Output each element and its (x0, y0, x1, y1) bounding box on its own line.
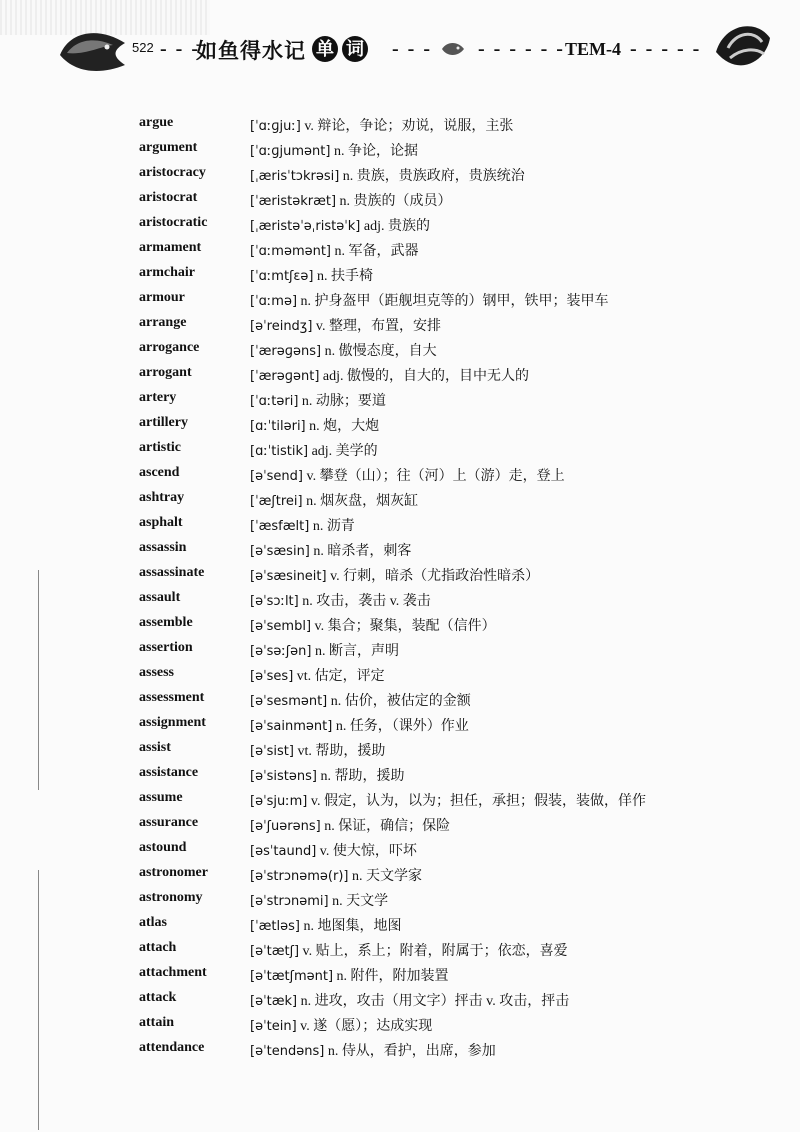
corner-fish-icon (712, 18, 772, 78)
meaning: adj. 傲慢的，自大的，目中无人的 (322, 369, 530, 384)
meaning: n. 攻击，袭击 v. 袭击 (302, 594, 431, 609)
page-header (0, 0, 800, 95)
list-item (0, 1040, 800, 1064)
definition (250, 665, 385, 685)
list-item (0, 765, 800, 789)
meaning: n. 保证，确信；保险 (324, 819, 451, 834)
pronunciation: [əˈsæsineit] (250, 569, 327, 584)
headword: assume (139, 790, 183, 805)
definition (250, 790, 646, 810)
meaning: v. 攀登（山）；往（河）上（游）走，登上 (306, 469, 565, 484)
list-item (0, 715, 800, 739)
definition (250, 390, 386, 410)
definition (250, 640, 399, 660)
meaning: n. 暗杀者，刺客 (313, 544, 412, 559)
exam-label: TEM-4 (565, 39, 621, 59)
list-item (0, 590, 800, 614)
definition (250, 715, 469, 735)
pronunciation: [ˈɑːɡjumənt] (250, 144, 331, 159)
definition (250, 215, 430, 235)
pronunciation: [ˈæsfælt] (250, 519, 310, 534)
title-badge: 单 (312, 36, 338, 62)
list-item (0, 690, 800, 714)
headword: ascend (139, 465, 180, 480)
headword: attain (139, 1015, 174, 1030)
definition (250, 515, 355, 535)
definition (250, 990, 569, 1010)
pronunciation: [ˈærəɡənt] (250, 369, 320, 384)
definition (250, 265, 373, 285)
pronunciation: [əˈses] (250, 669, 294, 684)
header-dash: - - - - - (630, 38, 702, 60)
pronunciation: [ˈɑːmə] (250, 294, 298, 309)
pronunciation: [əsˈtaund] (250, 844, 317, 859)
headword: assist (139, 740, 171, 755)
definition (250, 590, 431, 610)
pronunciation: [əˈsjuːm] (250, 794, 308, 809)
meaning: n. 烟灰盘，烟灰缸 (306, 494, 419, 509)
definition (250, 115, 513, 135)
definition (250, 840, 417, 860)
pronunciation: [ˌæristəˈəˌristəˈk] (250, 219, 361, 234)
pronunciation: [əˈstrɔnəmə(r)] (250, 869, 349, 884)
header-dash: - - - - - - (478, 38, 565, 60)
list-item (0, 915, 800, 939)
header-dash: - - - (160, 38, 200, 60)
list-item (0, 940, 800, 964)
headword: assignment (139, 715, 206, 730)
definition (250, 340, 437, 360)
meaning: n. 扶手椅 (317, 269, 374, 284)
definition (250, 290, 609, 310)
headword: assistance (139, 765, 199, 780)
definition (250, 465, 565, 485)
definition (250, 615, 496, 635)
list-item (0, 265, 800, 289)
pronunciation: [əˈtætʃmənt] (250, 969, 334, 984)
definition (250, 690, 471, 710)
definition (250, 965, 449, 985)
meaning: n. 天文学 (332, 894, 389, 909)
page-number: 522 (132, 40, 154, 55)
list-item (0, 490, 800, 514)
list-item (0, 790, 800, 814)
list-item (0, 440, 800, 464)
headword: ashtray (139, 490, 185, 505)
pronunciation: [ˈɑːɡjuː] (250, 119, 301, 134)
definition (250, 165, 525, 185)
meaning: v. 使大惊，吓坏 (319, 844, 417, 859)
headword: atlas (139, 915, 167, 930)
meaning: v. 集合；聚集，装配（信件） (314, 619, 496, 634)
list-item (0, 315, 800, 339)
headword: aristocratic (139, 215, 208, 230)
definition (250, 1040, 496, 1060)
meaning: v. 贴上，系上；附着，附属于；依恋，喜爱 (302, 944, 568, 959)
headword: astronomer (139, 865, 208, 880)
meaning: n. 争论，论据 (333, 144, 418, 159)
headword: aristocrat (139, 190, 198, 205)
definition (250, 915, 401, 935)
list-item (0, 115, 800, 139)
list-item (0, 540, 800, 564)
headword: attendance (139, 1040, 205, 1055)
list-item (0, 140, 800, 164)
headword: armchair (139, 265, 195, 280)
pronunciation: [əˈtætʃ] (250, 944, 300, 959)
headword: assertion (139, 640, 193, 655)
headword: assessment (139, 690, 205, 705)
meaning: n. 动脉；要道 (301, 394, 386, 409)
headword: attachment (139, 965, 207, 980)
pronunciation: [ˌærisˈtɔkrəsi] (250, 169, 340, 184)
pronunciation: [əˈtendəns] (250, 1044, 325, 1059)
definition (250, 140, 418, 160)
pronunciation: [əˈreindʒ] (250, 319, 313, 334)
headword: arrogance (139, 340, 200, 355)
pronunciation: [əˈsɔːlt] (250, 594, 299, 609)
definition (250, 240, 419, 260)
headword: aristocracy (139, 165, 206, 180)
pronunciation: [əˈtein] (250, 1019, 297, 1034)
definition (250, 815, 450, 835)
list-item (0, 390, 800, 414)
pronunciation: [əˈsist] (250, 744, 294, 759)
list-item (0, 515, 800, 539)
meaning: v. 假定，认为，以为；担任，承担；假装，装做，佯作 (310, 794, 646, 809)
meaning: n. 地图集，地图 (303, 919, 402, 934)
definition (250, 540, 411, 560)
pronunciation: [əˈsesmənt] (250, 694, 328, 709)
meaning: adj. 贵族的 (363, 219, 430, 234)
meaning: n. 护身盔甲（距舰坦克等的）钢甲，铁甲；装甲车 (300, 294, 609, 309)
meaning: n. 帮助，援助 (320, 769, 405, 784)
list-item (0, 340, 800, 364)
definition (250, 1015, 432, 1035)
definition (250, 865, 422, 885)
headword: astound (139, 840, 187, 855)
definition (250, 440, 378, 460)
fish-emblem-icon (55, 25, 130, 80)
pronunciation: [ˈɑːtəri] (250, 394, 299, 409)
list-item (0, 465, 800, 489)
list-item (0, 990, 800, 1014)
header-dash: - - - (392, 38, 432, 60)
pronunciation: [ˈæristəkræt] (250, 194, 337, 209)
pronunciation: [ˈɑːməmənt] (250, 244, 332, 259)
list-item (0, 740, 800, 764)
meaning: n. 任务，（课外）作业 (335, 719, 469, 734)
meaning: n. 侍从，看护，出席，参加 (327, 1044, 496, 1059)
definition (250, 740, 385, 760)
definition (250, 565, 539, 585)
list-item (0, 565, 800, 589)
list-item (0, 840, 800, 864)
meaning: vt. 帮助，援助 (297, 744, 386, 759)
list-item (0, 865, 800, 889)
pronunciation: [əˈsainmənt] (250, 719, 333, 734)
definition (250, 765, 404, 785)
list-item (0, 165, 800, 189)
headword: astronomy (139, 890, 203, 905)
pronunciation: [ɑːˈtistik] (250, 444, 309, 459)
definition (250, 190, 452, 210)
pronunciation: [ˈærəɡəns] (250, 344, 322, 359)
meaning: v. 辩论，争论；劝说，说服，主张 (304, 119, 514, 134)
definition (250, 365, 529, 385)
headword: armour (139, 290, 185, 305)
definition (250, 490, 418, 510)
pronunciation: [ˈɑːmtʃɛə] (250, 269, 314, 284)
headword: armament (139, 240, 202, 255)
meaning: n. 进攻，攻击（用文字）抨击 v. 攻击，抨击 (300, 994, 570, 1009)
meaning: n. 军备，武器 (334, 244, 419, 259)
meaning: n. 附件，附加装置 (336, 969, 449, 984)
list-item (0, 415, 800, 439)
headword: artistic (139, 440, 181, 455)
list-item (0, 640, 800, 664)
meaning: v. 行刺，暗杀（尤指政治性暗杀） (330, 569, 540, 584)
meaning: n. 炮，大炮 (309, 419, 380, 434)
headword: assess (139, 665, 175, 680)
headword: assault (139, 590, 181, 605)
headword: attach (139, 940, 177, 955)
headword: assassinate (139, 565, 205, 580)
pronunciation: [əˈsəːʃən] (250, 644, 312, 659)
headword: artery (139, 390, 177, 405)
headword: assurance (139, 815, 199, 830)
pronunciation: [əˈsistəns] (250, 769, 317, 784)
meaning: n. 傲慢态度，自大 (324, 344, 437, 359)
definition (250, 415, 379, 435)
meaning: n. 天文学家 (351, 869, 422, 884)
pronunciation: [əˈʃuərəns] (250, 819, 321, 834)
meaning: n. 贵族的（成员） (339, 194, 452, 209)
pronunciation: [əˈsend] (250, 469, 303, 484)
list-item (0, 365, 800, 389)
small-fish-icon (440, 40, 466, 58)
list-item (0, 240, 800, 264)
meaning: n. 估价，被估定的金额 (330, 694, 471, 709)
headword: argument (139, 140, 198, 155)
meaning: n. 断言，声明 (314, 644, 399, 659)
definition (250, 315, 441, 335)
pronunciation: [ˈæʃtrei] (250, 494, 303, 509)
pronunciation: [əˈstrɔnəmi] (250, 894, 329, 909)
list-item (0, 815, 800, 839)
pronunciation: [əˈtæk] (250, 994, 298, 1009)
definition (250, 890, 388, 910)
meaning: adj. 美学的 (311, 444, 378, 459)
meaning: v. 遂（愿）；达成实现 (300, 1019, 433, 1034)
title-badge: 词 (342, 36, 368, 62)
list-item (0, 665, 800, 689)
headword: artillery (139, 415, 188, 430)
meaning: v. 整理，布置，安排 (315, 319, 441, 334)
list-item (0, 965, 800, 989)
headword: arrogant (139, 365, 192, 380)
meaning: n. 贵族，贵族政府，贵族统治 (342, 169, 525, 184)
headword: attack (139, 990, 177, 1005)
list-item (0, 215, 800, 239)
list-item (0, 615, 800, 639)
meaning: vt. 估定，评定 (296, 669, 385, 684)
list-item (0, 890, 800, 914)
headword: assassin (139, 540, 187, 555)
meaning: n. 沥青 (312, 519, 355, 534)
pronunciation: [ɑːˈtiləri] (250, 419, 306, 434)
pronunciation: [əˈsembl] (250, 619, 312, 634)
definition (250, 940, 568, 960)
headword: argue (139, 115, 174, 130)
list-item (0, 1015, 800, 1039)
headword: arrange (139, 315, 187, 330)
list-item (0, 290, 800, 314)
pronunciation: [əˈsæsin] (250, 544, 310, 559)
headword: asphalt (139, 515, 183, 530)
pronunciation: [ˈætləs] (250, 919, 300, 934)
list-item (0, 190, 800, 214)
book-title: 如鱼得水记 (196, 39, 306, 63)
headword: assemble (139, 615, 193, 630)
